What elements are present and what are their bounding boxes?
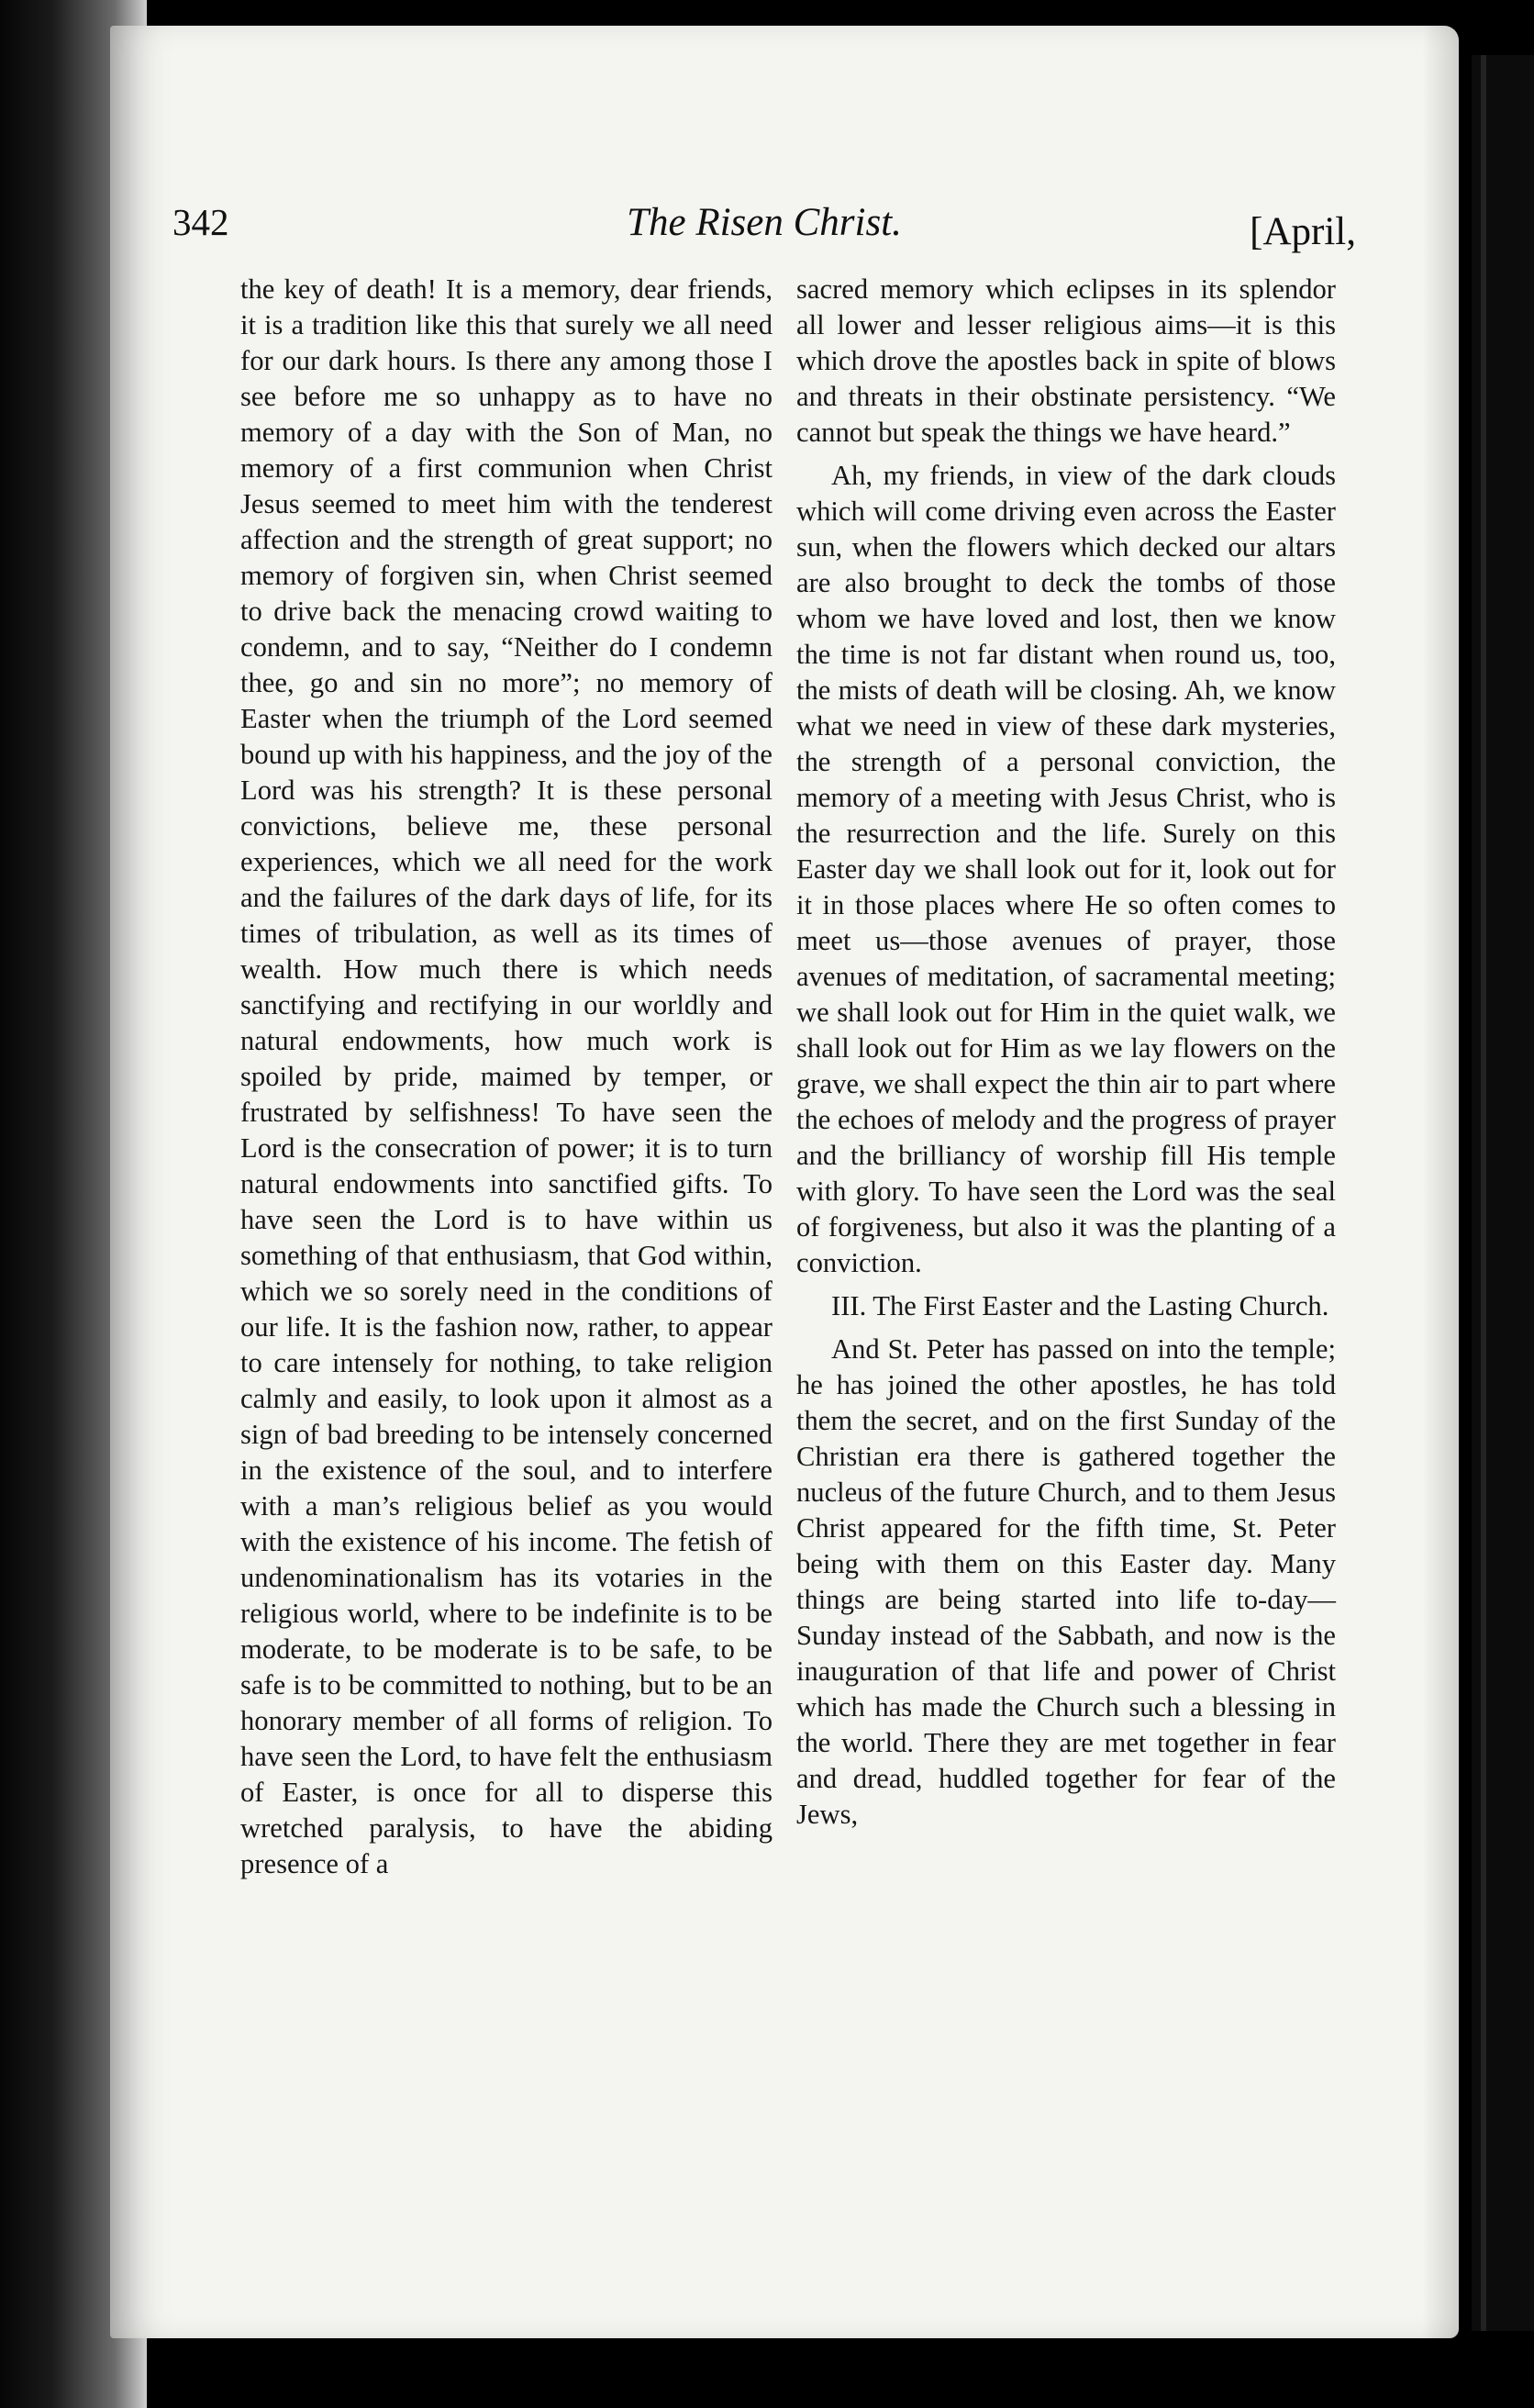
paragraph: sacred memory which eclipses in its splendor all lower and lesser religious aims—it is this which drove the apostles back in spite of blows and threats in their obstinate persistency. “We cannot but speak the things we have heard.”	[796, 273, 1336, 448]
page-header	[172, 200, 1356, 264]
next-page-edge	[1472, 55, 1534, 2331]
paragraph: the key of death! It is a memory, dear friends, it is a tradition like this that surely we all need for our dark hours. Is there any among those I see before me so unhappy as to have no memory of a day with the Son of Man, no memory of a first communion when Christ Jesus seemed to meet him with the tenderest affection and the strength of great support; no memory of forgiven sin, when Christ seemed to drive back the menacing crowd waiting to condemn, and to say, “Neither do I condemn thee, go and sin no more”; no memory of Easter when the triumph of the Lord seemed bound up with his happiness, and the joy of the Lord was his strength? It is these personal convictions, believe me, these personal experiences, which we all need for the work and the failures of the dark days of life, for its times of tribulation, as well as its times of wealth. How much there is which needs sanctifying and rectifying in our worldly and natural endowments, how much work is spoiled by pride, maimed by temper, or frustrated by selfishness! To have seen the Lord is the consecration of power; it is to turn natural endowments into sanctified gifts. To have seen the Lord is to have within us something of that enthusiasm, that God within, which we so sorely need in the conditions of our life. It is the fashion now, rather, to appear to care intensely for nothing, to take religion calmly and easily, to look upon it almost as a sign of bad breeding to be intensely concerned in the existence of the soul, and to interfere with a man’s religious belief as you would with the existence of his income. The fetish of undenominationalism has its votaries in the religious world, where to be indefinite is to be moderate, to be moderate is to be safe, to be safe is to be committed to nothing, but to be an honorary member of all forms of religion. To have seen the Lord, to have felt the enthusiasm of Easter, is once for all to disperse this wretched paralysis, to have the abiding presence of a	[240, 273, 773, 1879]
page-edge-shadow	[1422, 26, 1459, 2338]
page-number: 342	[172, 201, 229, 243]
paragraph: Ah, my friends, in view of the dark clouds which will come driving even across the Easter sun, when the flowers which decked our altars are also brought to deck the tombs of those whom we have loved and lost, then we know the time is not far distant when round us, too, the mists of death will be closing. Ah, we know what we need in view of these dark mysteries, the strength of a personal conviction, the memory of a meeting with Jesus Christ, who is the resurrection and the life. Surely on this Easter day we shall look out for it, look out for it in those places where He so often comes to meet us—those avenues of prayer, those avenues of meditation, of sacramental meeting; we shall look out for Him in the quiet walk, we shall look out for Him as we lay flowers on the grave, we shall expect the thin air to part where the echoes of melody and the progress of prayer and the brilliancy of worship fill His temple with glory. To have seen the Lord was the seal of forgiveness, but also it was the planting of a conviction.	[796, 460, 1336, 1278]
section-date: [April,	[1250, 210, 1356, 253]
running-title: The Risen Christ.	[627, 201, 902, 244]
right-text-column	[796, 272, 1336, 1840]
section-heading: III. The First Easter and the Lasting Church.	[831, 1290, 1329, 1321]
left-text-column	[240, 272, 773, 1890]
paragraph: And St. Peter has passed on into the temple; he has joined the other apostles, he has told them the secret, and on the first Sunday of the Christian era there is gathered together the nucleus of the future Church, and to them Jesus Christ appeared for the fifth time, St. Peter being with them on this Easter day. Many things are being started into life to-day—Sunday instead of the Sabbath, and now is the inauguration of that life and power of Christ which has made the Church such a blessing in the world. There they are met together in fear and dread, huddled together for fear of the Jews,	[796, 1333, 1336, 1830]
